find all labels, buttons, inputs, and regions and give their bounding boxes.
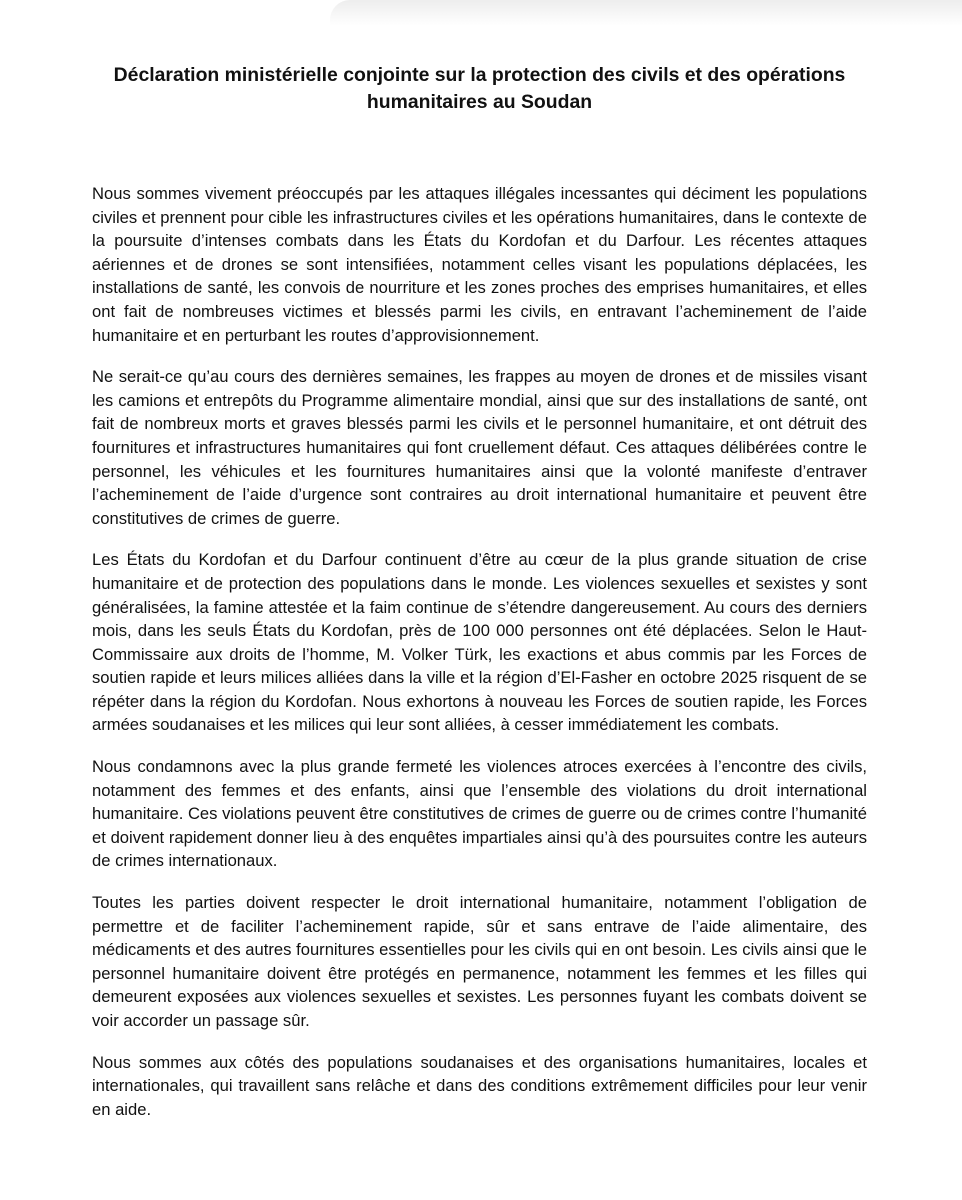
page-edge-shadow: [330, 0, 962, 26]
document-title: Déclaration ministérielle conjointe sur la protection des civils et des opérations humanitaires au Soudan: [113, 64, 846, 113]
paragraph-3: Les États du Kordofan et du Darfour continuent d’être au cœur de la plus grande situation de crise humanitaire et de protection des populations dans le monde. Les violences sexuelles et sexistes y sont généralisées, la famine attestée et la faim continue de s’étendre dangereusement. Au cours des derniers mois, dans les seuls États du Kordofan, près de 100 000 personnes ont été déplacées. Selon le Haut-Commissaire aux droits de l’homme, M. Volker Türk, les exactions et abus commis par les Forces de soutien rapide et leurs milices alliées dans la ville et la région d’El-Fasher en octobre 2025 risquent de se répéter dans la région du Kordofan. Nous exhortons à nouveau les Forces de soutien rapide, les Forces armées soudanaises et les milices qui leur sont alliées, à cesser immédiatement les combats.: [92, 550, 867, 735]
paragraph-4: Nous condamnons avec la plus grande fermeté les violences atroces exercées à l’encontre des civils, notamment des femmes et des enfants, ainsi que l’ensemble des violations du droit international humanitaire. Ces violations peuvent être constitutives de crimes de guerre ou de crimes contre l’humanité et doivent rapidement donner lieu à des enquêtes impartiales ainsi qu’à des poursuites contre les auteurs de crimes internationaux.: [92, 757, 867, 871]
paragraph-5: Toutes les parties doivent respecter le droit international humanitaire, notamment l’obligation de permettre et de faciliter l’acheminement rapide, sûr et sans entrave de l’aide alimentaire, des médicaments et des autres fournitures essentielles pour les civils qui en ont besoin. Les civils ainsi que le personnel humanitaire doivent être protégés en permanence, notamment les femmes et les filles qui demeurent exposées aux violences sexuelles et sexistes. Les personnes fuyant les combats doivent se voir accorder un passage sûr.: [92, 893, 867, 1030]
document-page: [92, 62, 867, 1139]
paragraph-6: Nous sommes aux côtés des populations soudanaises et des organisations humanitaires, locales et internationales, qui travaillent sans relâche et dans des conditions extrêmement difficiles pour leur venir en aide.: [92, 1052, 867, 1119]
paragraph-1: Nous sommes vivement préoccupés par les attaques illégales incessantes qui déciment les populations civiles et prennent pour cible les infrastructures civiles et les opérations humanitaires, dans le contexte de la poursuite d’intenses combats dans les États du Kordofan et du Darfour. Les récentes attaques aériennes et de drones se sont intensifiées, notamment celles visant les populations déplacées, les installations de santé, les convois de nourriture et les zones proches des emprises humanitaires, et elles ont fait de nombreuses victimes et blessés parmi les civils, en entravant l’acheminement de l’aide humanitaire et en perturbant les routes d’approvisionnement.: [92, 184, 867, 345]
paragraph-2: Ne serait-ce qu’au cours des dernières semaines, les frappes au moyen de drones et de missiles visant les camions et entrepôts du Programme alimentaire mondial, ainsi que sur des installations de santé, ont fait de nombreux morts et graves blessés parmi les civils et le personnel humanitaire, et ont détruit des fournitures et infrastructures humanitaires qui font cruellement défaut. Ces attaques délibérées contre le personnel, les véhicules et les fournitures humanitaires ainsi que la volonté manifeste d’entraver l’acheminement de l’aide d’urgence sont contraires au droit international humanitaire et peuvent être constitutives de crimes de guerre.: [92, 367, 867, 528]
